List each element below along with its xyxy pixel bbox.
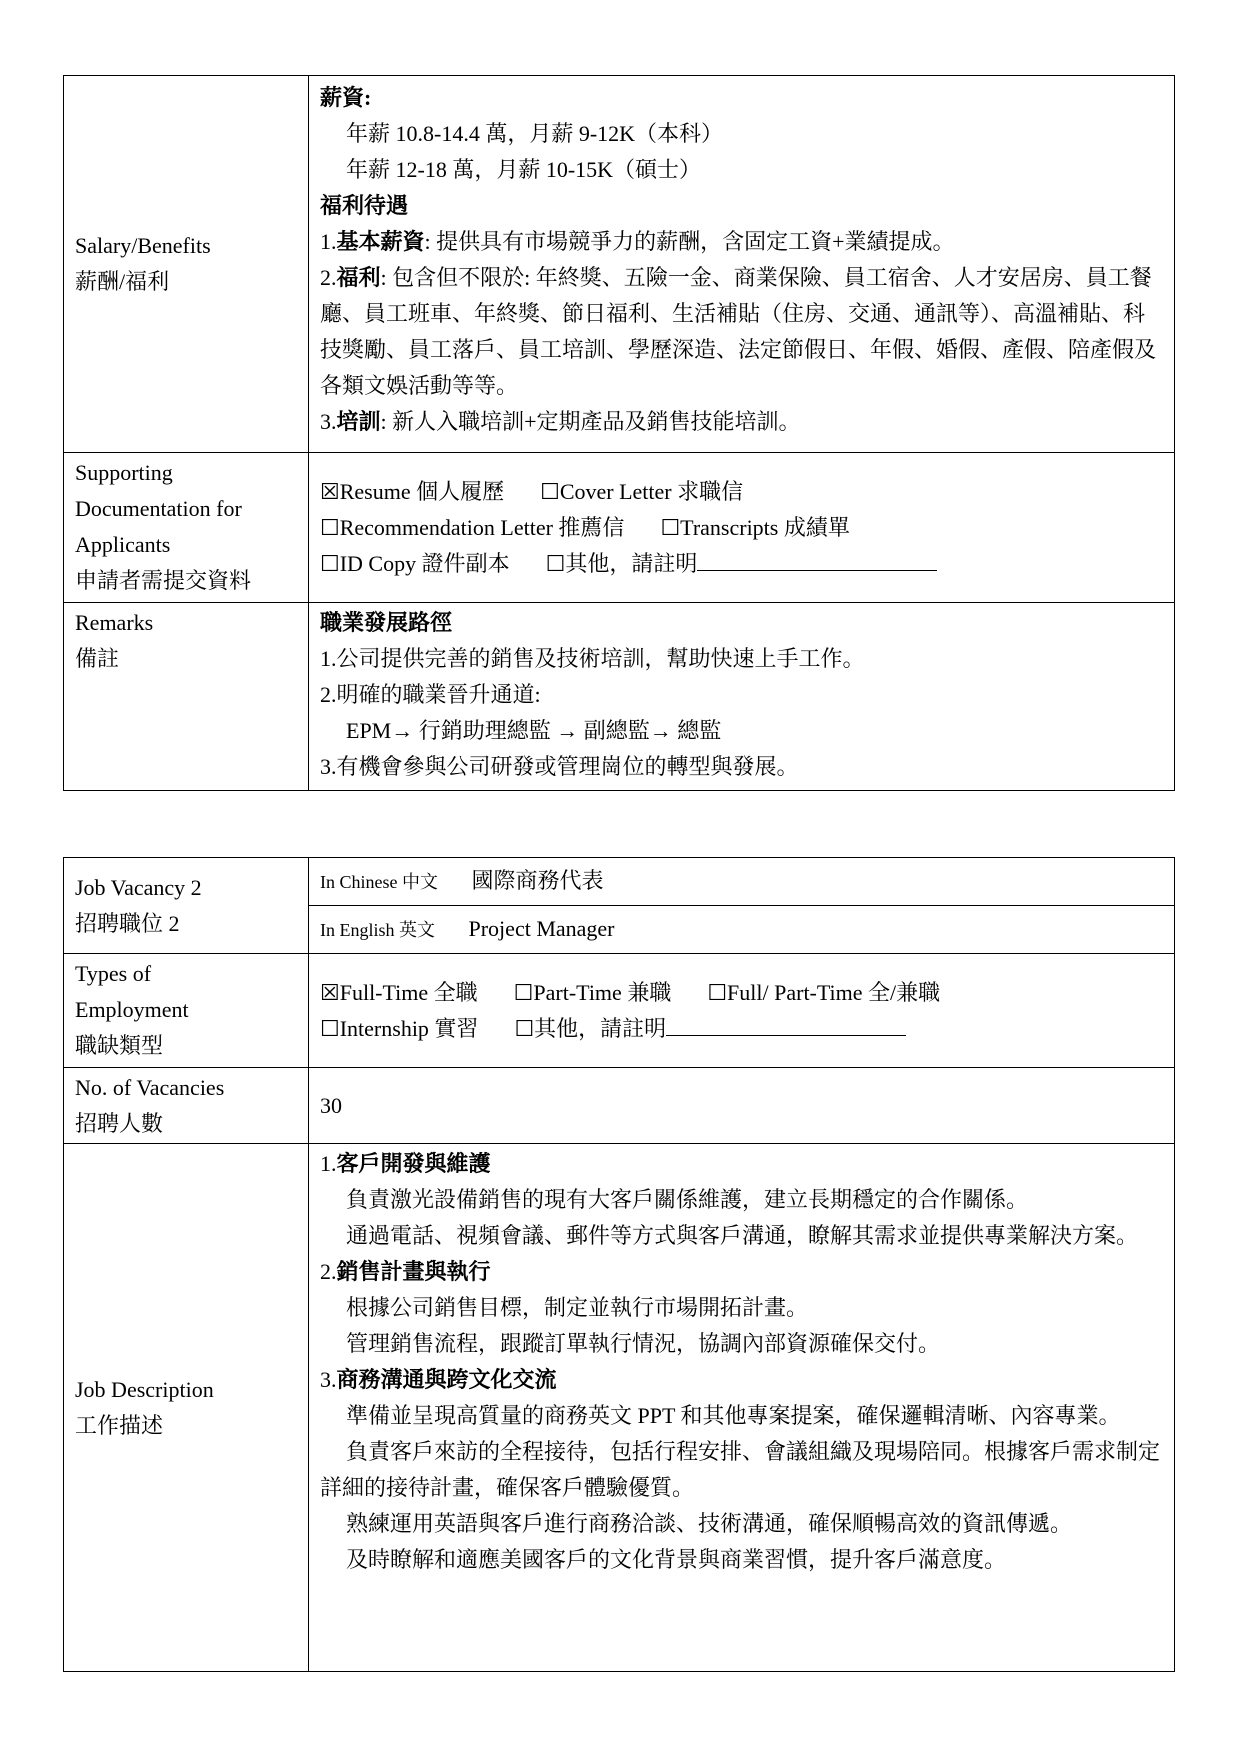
resume-checkbox[interactable]: ☒Resume 個人履歷	[320, 478, 505, 504]
vacancy-en-cell	[309, 906, 1175, 954]
vacancies-row	[64, 1068, 1175, 1144]
section-number: 2.	[320, 1259, 337, 1284]
vacancies-value: 30	[309, 1068, 1175, 1144]
in-chinese-tag: In Chinese 中文	[320, 872, 438, 892]
pay-line-1: 年薪 10.8-14.4 萬，月薪 9-12K（本科）	[346, 121, 724, 146]
full-part-time-checkbox[interactable]: ☐Full/ Part-Time 全/兼職	[707, 979, 941, 1005]
other-blank-line[interactable]	[697, 548, 937, 571]
internship-checkbox[interactable]: ☐Internship 實習	[320, 1015, 479, 1041]
section-number: 1.	[320, 1151, 337, 1176]
documents-label	[64, 453, 309, 603]
documents-line-1	[320, 474, 1163, 510]
description-value	[309, 1144, 1175, 1672]
vacancy-zh-cell	[309, 858, 1175, 906]
recommendation-checkbox[interactable]: ☐Recommendation Letter 推薦信	[320, 514, 625, 540]
benefit-item-2	[320, 260, 1163, 404]
section-number: 3.	[320, 1367, 337, 1392]
vacancy-label-zh: 招聘職位 2	[75, 910, 180, 936]
section-1-heading	[320, 1146, 1163, 1182]
description-label	[64, 1144, 309, 1672]
section-3-line-a: 準備並呈現高質量的商務英文 PPT 和其他專案提案，確保邏輯清晰、內容專業。	[346, 1403, 1121, 1428]
remarks-line-3: 3.有機會參與公司研發或管理崗位的轉型與發展。	[320, 754, 799, 779]
employment-line-2	[320, 1011, 1163, 1047]
section-2-heading	[320, 1254, 1163, 1290]
section-title: 銷售計畫與執行	[336, 1259, 491, 1284]
item-number: 2.	[320, 265, 337, 290]
item-number: 3.	[320, 409, 337, 434]
remarks-label	[64, 603, 309, 791]
vacancy-label	[64, 858, 309, 954]
employment-label-line-2: Employment	[75, 997, 189, 1022]
in-english-tag: In English 英文	[320, 920, 435, 940]
section-3-heading	[320, 1362, 1163, 1398]
remarks-label-zh: 備註	[75, 646, 120, 671]
item-text: : 提供具有市場競爭力的薪酬，含固定工資+業績提成。	[424, 229, 955, 254]
remarks-row	[64, 603, 1175, 791]
item-text: : 包含但不限於: 年終獎、五險一金、商業保險、員工宿舍、人才安居房、員工餐廳、員工班車、年終獎、節日福利、生活補貼（住房、交通、通訊等）、高溫補貼、科技獎勵、員工落戶、員工培訓、學歷深造、法定節假日、年假、婚假、產假、陪產假及各類文娛活動等等。	[320, 265, 1157, 398]
salary-label-zh: 薪酬/福利	[75, 269, 170, 294]
section-2-line-b: 管理銷售流程，跟蹤訂單執行情況，協調內部資源確保交付。	[346, 1331, 941, 1356]
remarks-line-1: 1.公司提供完善的銷售及技術培訓，幫助快速上手工作。	[320, 646, 865, 671]
job-title-zh: 國際商務代表	[471, 868, 604, 893]
documents-label-line-1: Supporting	[75, 460, 173, 485]
remarks-value	[309, 603, 1175, 791]
section-1-line-a: 負責激光設備銷售的現有大客戶關係維護，建立長期穩定的合作關係。	[346, 1187, 1029, 1212]
section-3-line-b: 負責客戶來訪的全程接待，包括行程安排、會議組織及現場陪同。根據客戶需求制定詳細的接待計畫，確保客戶體驗優質。	[320, 1439, 1161, 1500]
employment-line-1	[320, 975, 1163, 1011]
vacancies-label-zh: 招聘人數	[75, 1111, 164, 1136]
remarks-label-en: Remarks	[75, 610, 154, 635]
vacancy-zh-row	[64, 858, 1175, 906]
employment-value	[309, 954, 1175, 1068]
benefits-heading: 福利待遇	[320, 193, 409, 218]
item-text: : 新人入職培訓+定期產品及銷售技能培訓。	[380, 409, 801, 434]
item-number: 1.	[320, 229, 337, 254]
employment-label-line-3: 職缺類型	[75, 1033, 164, 1058]
job-info-table-2	[63, 857, 1175, 1672]
documents-label-line-2: Documentation for	[75, 496, 242, 521]
item-title: 培訓	[336, 409, 381, 434]
benefit-item-3	[320, 404, 1163, 440]
salary-row	[64, 76, 1175, 453]
vacancies-label-en: No. of Vacancies	[75, 1075, 225, 1100]
job-info-table-1	[63, 75, 1175, 791]
section-2-line-a: 根據公司銷售目標，制定並執行市場開拓計畫。	[346, 1295, 809, 1320]
description-label-en: Job Description	[75, 1376, 214, 1402]
documents-label-line-3: Applicants	[75, 532, 171, 557]
employment-other-checkbox[interactable]: ☐其他，請註明	[514, 1015, 667, 1041]
career-path-heading: 職業發展路徑	[320, 610, 453, 635]
employment-row	[64, 954, 1175, 1068]
salary-label	[64, 76, 309, 453]
remarks-line-2: 2.明確的職業晉升通道:	[320, 682, 541, 707]
section-3-line-c: 熟練運用英語與客戶進行商務洽談、技術溝通，確保順暢高效的資訊傳遞。	[346, 1511, 1073, 1536]
job-title-en: Project Manager	[468, 916, 615, 941]
employment-label-line-1: Types of	[75, 961, 152, 986]
documents-label-line-4: 申請者需提交資料	[75, 568, 252, 593]
id-copy-checkbox[interactable]: ☐ID Copy 證件副本	[320, 550, 510, 576]
transcripts-checkbox[interactable]: ☐Transcripts 成績單	[660, 514, 850, 540]
section-title: 商務溝通與跨文化交流	[336, 1367, 557, 1392]
vacancy-label-en: Job Vacancy 2	[75, 874, 202, 900]
documents-value	[309, 453, 1175, 603]
description-label-zh: 工作描述	[75, 1412, 164, 1438]
vacancies-label	[64, 1068, 309, 1144]
benefit-item-1	[320, 224, 1163, 260]
promotion-path: EPM→ 行銷助理總監 → 副總監→ 總監	[346, 718, 722, 743]
section-1-line-b: 通過電話、視頻會議、郵件等方式與客戶溝通，瞭解其需求並提供專業解決方案。	[346, 1223, 1139, 1248]
description-row	[64, 1144, 1175, 1672]
full-time-checkbox[interactable]: ☒Full-Time 全職	[320, 979, 478, 1005]
part-time-checkbox[interactable]: ☐Part-Time 兼職	[513, 979, 672, 1005]
pay-heading: 薪資:	[320, 85, 372, 110]
section-3-line-d: 及時瞭解和適應美國客戶的文化背景與商業習慣，提升客戶滿意度。	[346, 1547, 1007, 1572]
item-title: 基本薪資	[336, 229, 425, 254]
salary-label-en: Salary/Benefits	[75, 233, 211, 258]
documents-row	[64, 453, 1175, 603]
documents-line-2	[320, 510, 1163, 546]
documents-line-3	[320, 546, 1163, 582]
employment-label	[64, 954, 309, 1068]
cover-letter-checkbox[interactable]: ☐Cover Letter 求職信	[540, 478, 744, 504]
item-title: 福利	[336, 265, 381, 290]
pay-line-2: 年薪 12-18 萬，月薪 10-15K（碩士）	[346, 157, 702, 182]
salary-value	[309, 76, 1175, 453]
employment-other-blank[interactable]	[666, 1013, 906, 1036]
section-title: 客戶開發與維護	[336, 1151, 491, 1176]
other-checkbox[interactable]: ☐其他，請註明	[545, 550, 698, 576]
